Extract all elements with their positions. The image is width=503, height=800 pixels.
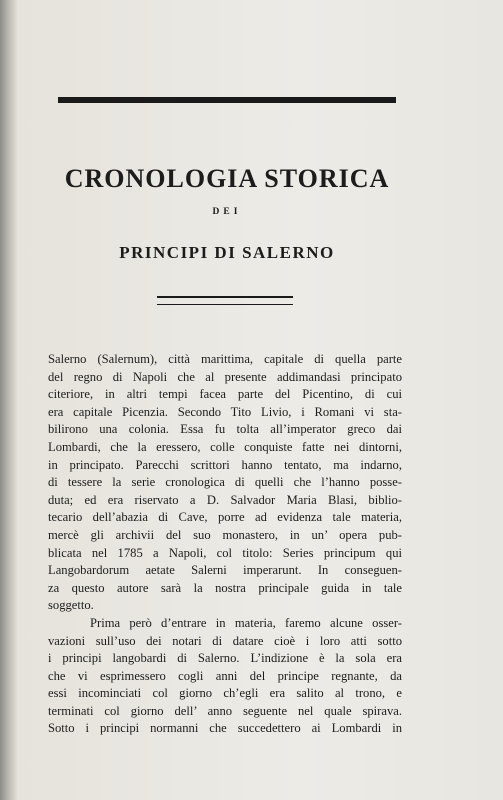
text-line: za questo autore sarà la nostra principale guida in tale	[48, 580, 402, 595]
text-line: era capitale Picenzia. Secondo Tito Livio, i Romani vi sta-	[48, 404, 402, 419]
paragraph-1	[48, 351, 402, 615]
text-line: terminati col giorno dell’ anno seguente nel quale spirava.	[48, 703, 402, 718]
text-line: bilirono una colonia. Essa fu tolta all’imperator greco dai	[48, 422, 402, 437]
text-line: Salerno (Salernum), città marittima, capitale di quella parte	[48, 352, 402, 366]
text-line: del regno di Napoli che al presente addimandasi principato	[48, 369, 402, 384]
text-line: di tessere la serie cronologica di quelli che l’hanno posse-	[48, 475, 402, 490]
text-line: Langobardorum aetate Salerni imperarunt. In conseguen-	[48, 563, 402, 578]
text-line: Lombardi, che la eressero, colle conquiste fatte nei dintorni,	[48, 439, 402, 454]
text-line: mercè gli archivii del suo monastero, in un’ opera pub-	[48, 527, 402, 542]
page-title: CRONOLOGIA STORICA	[64, 164, 390, 193]
body-text	[48, 351, 402, 738]
text-line: i principi langobardi di Salerno. L’indizione è la sola era	[48, 651, 402, 666]
paragraph-2	[48, 615, 402, 738]
text-line: tecario dell’abazia di Cave, porre ad evidenza tale materia,	[48, 510, 402, 525]
text-line: Prima però d’entrare in materia, faremo alcune osser-	[90, 615, 402, 630]
title-connector: DEI	[212, 207, 242, 217]
text-line: essi incominciati col giorno ch’egli era salito al trono, e	[48, 686, 402, 701]
text-line: blicata nel 1785 a Napoli, col titolo: Series principum qui	[48, 545, 402, 560]
text-line: duta; ed era riservato a D. Salvador Maria Blasi, biblio-	[48, 492, 402, 507]
text-line: vazioni sull’uso dei notari di datare cioè i loro atti sotto	[48, 633, 402, 648]
text-line: Sotto i principi normanni che succedettero ai Lombardi in	[48, 721, 402, 736]
page-subtitle: PRINCIPI DI SALERNO	[119, 243, 335, 262]
text-line: soggetto.	[48, 598, 94, 613]
title-divider	[157, 296, 293, 305]
header-rule	[58, 97, 396, 103]
text-line: in principato. Parecchi scrittori hanno tentato, ma indarno,	[48, 457, 402, 472]
text-line: che vi esprimessero cogli anni del principe regnante, da	[48, 668, 402, 683]
text-line: citeriore, in altri tempi facea parte del Picentino, di cui	[48, 387, 402, 402]
